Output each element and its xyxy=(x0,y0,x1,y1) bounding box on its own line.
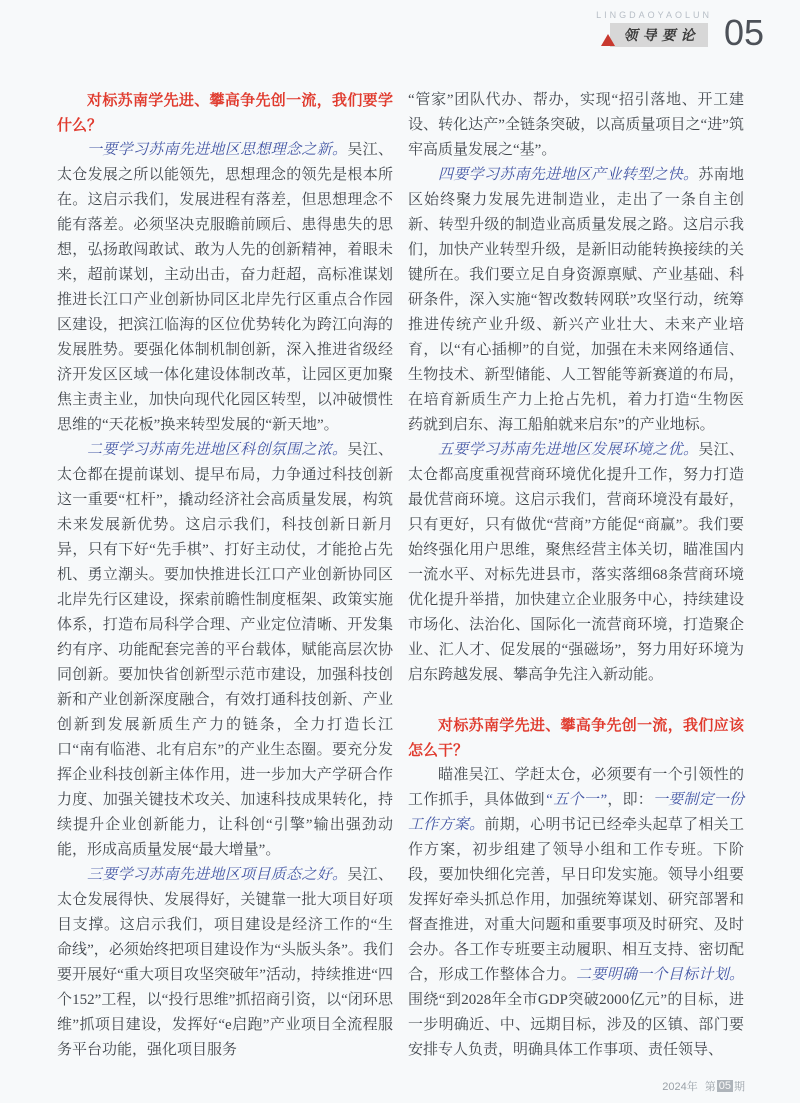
article-paragraph xyxy=(408,438,744,688)
section-heading: 对标苏南学先进、攀高争先创一流，我们应该怎么干？ xyxy=(408,717,744,759)
footer-issue-prefix: 第 xyxy=(704,1081,716,1093)
article-paragraph xyxy=(57,438,393,863)
page-footer xyxy=(662,1078,745,1094)
column-right xyxy=(408,88,744,1063)
paragraph-lead-emphasis: “五个一” xyxy=(544,792,608,808)
paragraph-lead-emphasis: 一要制定一份工作方案。 xyxy=(408,792,744,833)
journal-brand xyxy=(596,10,712,47)
paragraph-lead-emphasis: 二要明确一个目标计划。 xyxy=(576,967,744,983)
paragraph-lead-emphasis: 二要学习苏南先进地区科创氛围之浓。 xyxy=(87,442,348,458)
paragraph-lead-emphasis: 一要学习苏南先进地区思想理念之新。 xyxy=(87,142,348,158)
article-paragraph xyxy=(57,863,393,1063)
journal-title-row xyxy=(601,23,708,47)
journal-latin-title: LINGDAOYAOLUN xyxy=(596,10,712,20)
article-paragraph xyxy=(408,763,744,1063)
paragraph-lead-emphasis: 四要学习苏南先进地区产业转型之快。 xyxy=(438,167,699,183)
paragraph-text: “管家”团队代办、帮办，实现“招引落地、开工建设、转化达产”全链条突破，以高质量项目之“进”筑牢高质量发展之“基”。 xyxy=(408,92,744,158)
footer-issue-suffix: 期 xyxy=(734,1081,745,1093)
column-left xyxy=(57,88,393,1063)
paragraph-text: 苏南地区始终聚力发展先进制造业，走出了一条自主创新、转型升级的制造业高质量发展之路。这启示我们，加快产业转型升级，是新旧动能转换接续的关键所在。我们要立足自身资源禀赋、产业基础、科研条件，深入实施“智改数转网联”攻坚行动，统筹推进传统产业升级、新兴产业壮大、未来产业培育，以“有心插柳”的自觉，加强在未来网络通信、生物技术、新型储能、人工智能等新赛道的布局，在培育新质生产力上抢占先机，着力打造“生物医药就到启东、海工船舶就来启东”的产业地标。 xyxy=(408,167,744,433)
article-paragraph xyxy=(57,138,393,438)
paragraph-text: 围绕“到2028年全市GDP突破2000亿元”的目标，进一步明确近、中、远期目标，涉及的区镇、部门要安排专人负责，明确具体工作事项、责任领导、 xyxy=(408,992,744,1058)
journal-chinese-title: 领导要论 xyxy=(610,23,708,47)
paragraph-text: ，即： xyxy=(607,792,653,808)
paragraph-text: 吴江、太仓发展得快、发展得好，关键靠一批大项目好项目支撑。这启示我们，项目建设是经济工作的“生命线”，必须始终把项目建设作为“头版头条”。我们要开展好“重大项目攻坚突破年”活动，持续推进“四个152”工程，以“投行思维”抓招商引资，以“闭环思维”抓项目建设，发挥好“e启跑”产业项目全流程服务平台功能，强化项目服务 xyxy=(57,867,393,1058)
article-body xyxy=(57,88,744,1063)
footer-issue-number: 05 xyxy=(718,1080,731,1092)
paragraph-text: 吴江、太仓都在提前谋划、提早布局，力争通过科技创新这一重要“杠杆”，撬动经济社会高质量发展，构筑未来发展新优势。这启示我们，科技创新日新月异，只有下好“先手棋”、打好主动仗，才能抢占先机、勇立潮头。要加快推进长江口产业创新协同区北岸先行区建设，探索前瞻性制度框架、政策实施体系，打造布局科学合理、产业定位清晰、开发集约有序、功能配套完善的平台载体，赋能高层次协同创新。要加快省创新型示范市建设，加强科技创新和产业创新深度融合，有效打通科技创新、产业创新到发展新质生产力的链条，全力打造长江口“南有临港、北有启东”的产业生态圈。要充分发挥企业科技创新主体作用，进一步加大产学研合作力度、加强关键技术攻关、加速科技成果转化，持续提升企业创新能力，让科创“引擎”输出强劲动能，形成高质量发展“最大增量”。 xyxy=(57,442,393,858)
article-paragraph xyxy=(408,88,744,163)
article-paragraph xyxy=(408,163,744,438)
page-header xyxy=(596,10,764,51)
section-heading: 对标苏南学先进、攀高争先创一流，我们要学什么？ xyxy=(57,92,393,134)
footer-year: 2024年 xyxy=(662,1081,698,1093)
paragraph-lead-emphasis: 五要学习苏南先进地区发展环境之优。 xyxy=(438,442,699,458)
paragraph-text: 吴江、太仓都高度重视营商环境优化提升工作，努力打造最优营商环境。这启示我们，营商环境没有最好，只有更好，只有做优“营商”方能促“商赢”。我们要始终强化用户思维，聚焦经营主体关切，瞄准国内一流水平、对标先进县市，落实落细68条营商环境优化提升举措，加快建立企业服务中心，持续建设市场化、法治化、国际化一流营商环境，打造聚企业、汇人才、促发展的“强磁场”，努力用好环境为启东跨越发展、攀高争先注入新动能。 xyxy=(408,442,744,683)
paragraph-text: 瞄准吴江、学赶太仓，必须要有一个引领性的工作抓手，具体做到 xyxy=(408,767,744,808)
paragraph-text: 吴江、太仓发展之所以能领先，思想理念的领先是根本所在。这启示我们，发展进程有落差，但思想理念不能有落差。必须坚决克服瞻前顾后、患得患失的思想，弘扬敢闯敢试、敢为人先的创新精神，着眼未来，超前谋划，主动出击，奋力赶超，高标准谋划推进长江口产业创新协同区北岸先行区重点合作园区建设，把滨江临海的区位优势转化为跨江向海的发展胜势。要强化体制机制创新，深入推进省级经济开发区区域一体化建设体制改革，让园区更加聚焦主责主业，加快向现代化园区转型，以冲破惯性思维的“天花板”换来转型发展的“新天地”。 xyxy=(57,142,393,433)
page-number: 05 xyxy=(723,12,764,53)
red-triangle-icon xyxy=(601,34,615,46)
paragraph-lead-emphasis: 三要学习苏南先进地区项目质态之好。 xyxy=(87,867,348,883)
paragraph-text: 前期，心明书记已经牵头起草了相关工作方案，初步组建了领导小组和工作专班。下阶段，要加快细化完善，早日印发实施。领导小组要发挥好牵头抓总作用，加强统筹谋划、研究部署和督查推进，对重大问题和重要事项及时研究、及时会办。各工作专班要主动履职、相互支持、密切配合，形成工作整体合力。 xyxy=(408,817,744,983)
